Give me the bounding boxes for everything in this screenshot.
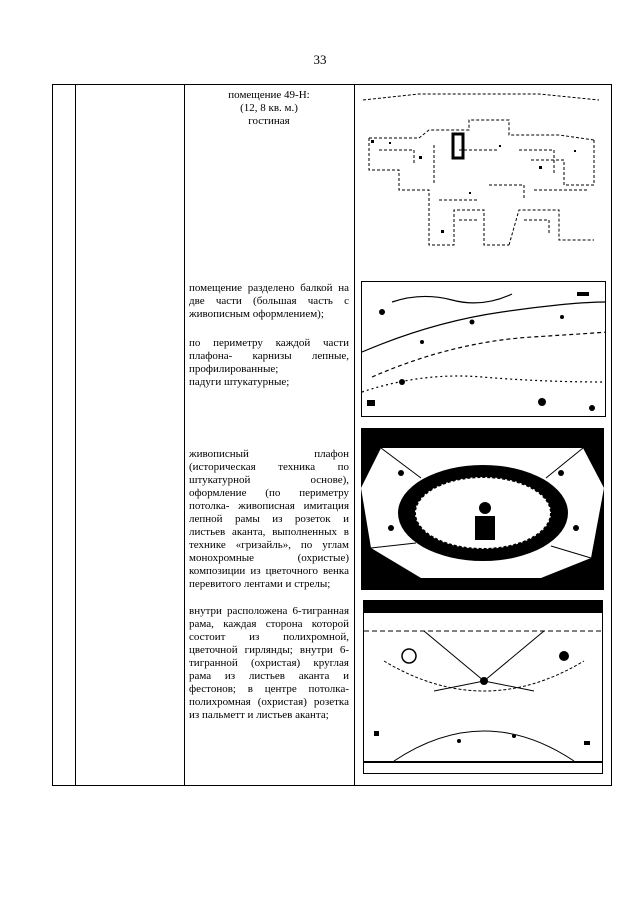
description-cornices: по периметру каждой части плафона- карнизы лепные, профилированные; bbox=[189, 337, 349, 375]
description-partition: помещение разделено балкой на две части (большая часть с живописным оформлением); bbox=[189, 282, 349, 320]
ceiling-photo-2 bbox=[361, 428, 604, 590]
ceiling-photo-1 bbox=[361, 281, 606, 417]
room-heading bbox=[189, 89, 349, 128]
column-divider bbox=[75, 85, 76, 785]
floor-plan-image bbox=[359, 90, 605, 250]
page-number: 33 bbox=[313, 52, 327, 67]
description-painted-ceiling: живописный плафон (историческая техника по штукатурной основе), оформление (по периметру потолка- живописная имитация лепной рамы из розеток и листьев аканта, выполненных в технике «гризайль», по углам монохромные (охристые) композиции из цветочного венка перевитого лентами и стрелы; bbox=[189, 448, 349, 590]
column-divider bbox=[184, 85, 185, 785]
column-divider bbox=[354, 85, 355, 785]
room-area: (12, 8 кв. м.) bbox=[240, 102, 298, 114]
inventory-table bbox=[52, 84, 612, 786]
ceiling-photo-3 bbox=[363, 600, 603, 774]
room-number: помещение 49-Н: bbox=[228, 89, 310, 101]
description-hexagonal-frame: внутри расположена 6-тигранная рама, каждая сторона которой состоит из полихромной, цветочной гирлянды; внутри 6-тигранной (охристая) круглая рама из листьев аканта и фестонов; в центре потолка- полихромная (охристая) розетка из пальметт и листьев аканта; bbox=[189, 605, 349, 721]
description-coves: падуги штукатурные; bbox=[189, 376, 290, 388]
room-name: гостиная bbox=[248, 115, 290, 127]
